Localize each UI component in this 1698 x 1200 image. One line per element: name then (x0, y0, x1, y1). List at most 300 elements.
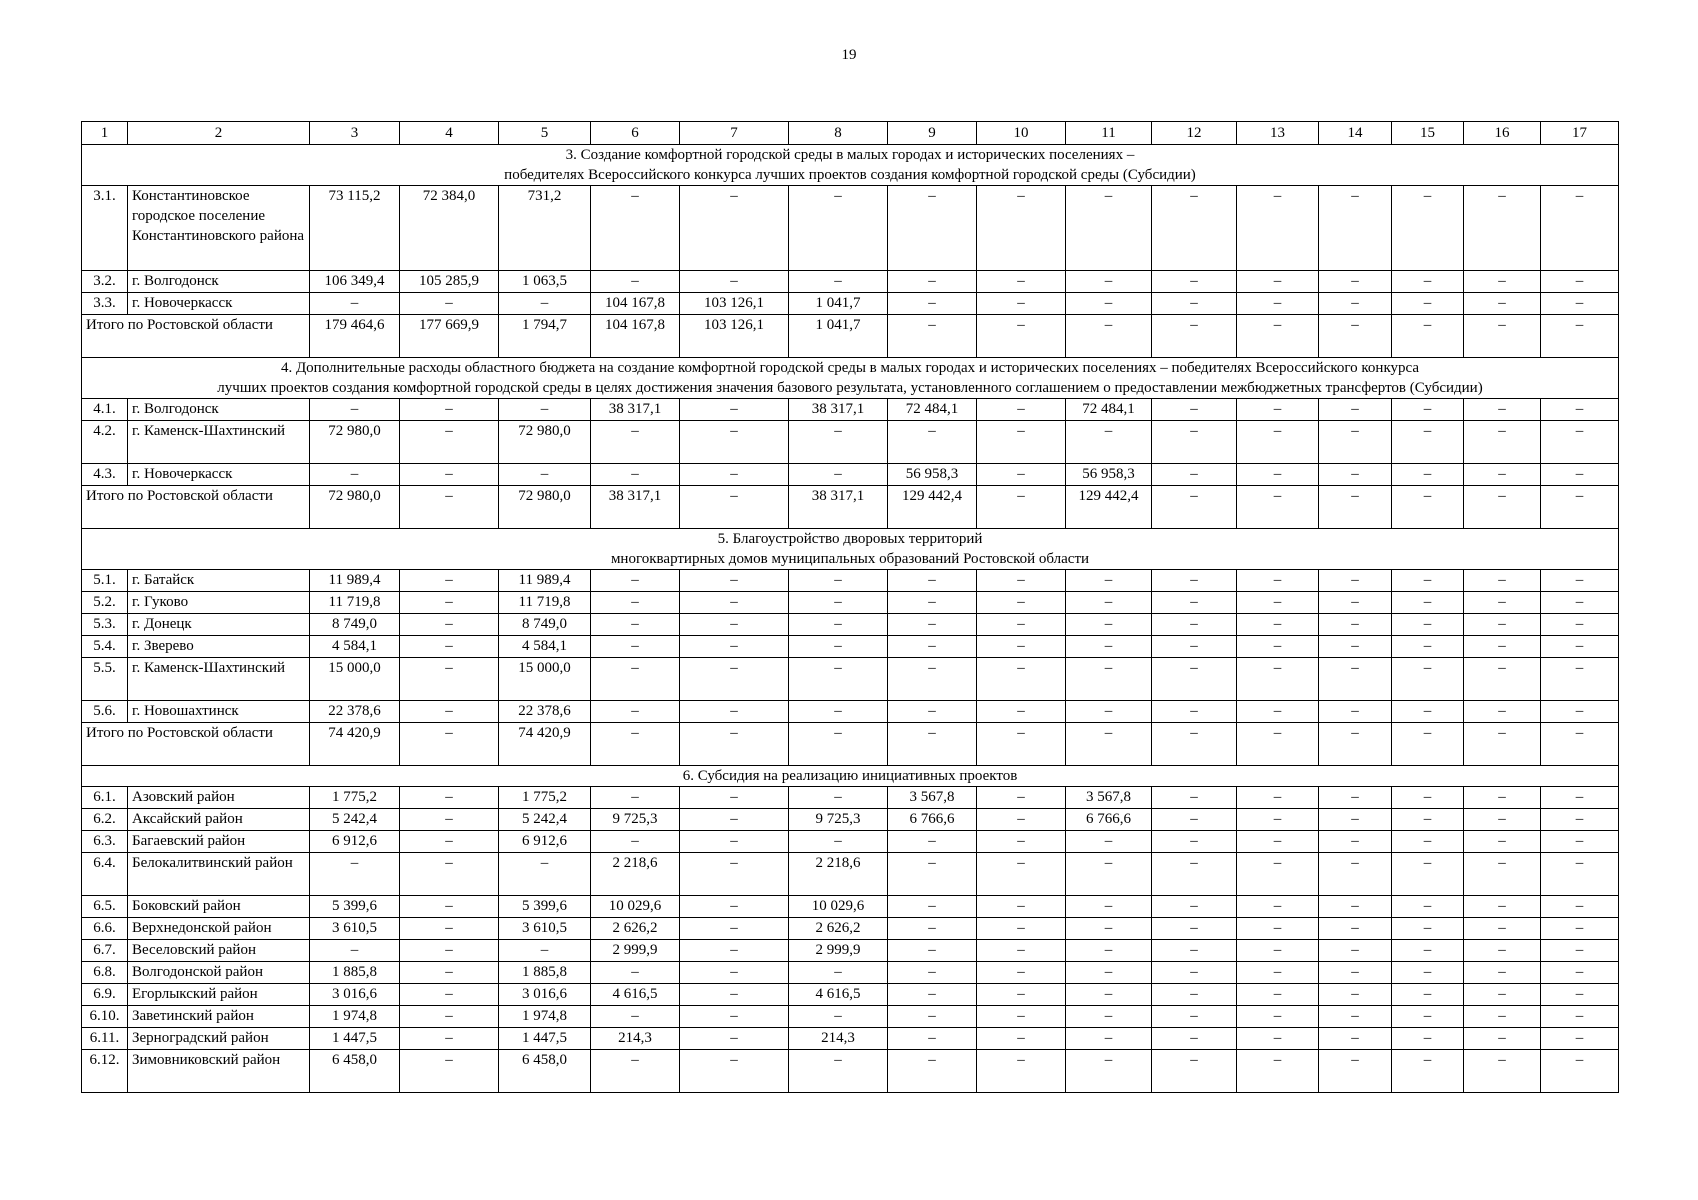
value-cell: – (1319, 962, 1392, 984)
value-cell: – (499, 940, 591, 962)
value-cell: – (1392, 399, 1464, 421)
value-cell: – (591, 962, 680, 984)
table-row (82, 1028, 1619, 1050)
value-cell: – (1392, 984, 1464, 1006)
value-cell: – (1541, 293, 1619, 315)
value-cell: 2 626,2 (591, 918, 680, 940)
value-cell: – (1392, 1006, 1464, 1028)
value-cell: 4 616,5 (789, 984, 888, 1006)
row-name: Зерноградский район (128, 1028, 310, 1050)
value-cell: – (400, 399, 499, 421)
value-cell: 104 167,8 (591, 293, 680, 315)
value-cell: – (977, 614, 1066, 636)
row-number: 6.4. (82, 853, 128, 896)
row-number: 6.8. (82, 962, 128, 984)
total-value-cell: – (888, 723, 977, 766)
row-name: Белокалитвинский район (128, 853, 310, 896)
value-cell: – (1541, 658, 1619, 701)
value-cell: – (1066, 962, 1152, 984)
table-row (82, 940, 1619, 962)
total-row (82, 486, 1619, 529)
value-cell: 22 378,6 (499, 701, 591, 723)
row-name: Веселовский район (128, 940, 310, 962)
value-cell: – (1237, 636, 1319, 658)
row-number: 3.2. (82, 271, 128, 293)
value-cell: – (789, 1050, 888, 1093)
value-cell: – (789, 421, 888, 464)
value-cell: – (1152, 592, 1237, 614)
row-name: г. Новошахтинск (128, 701, 310, 723)
row-number: 5.1. (82, 570, 128, 592)
value-cell: – (1392, 1028, 1464, 1050)
value-cell: – (1319, 918, 1392, 940)
value-cell: – (1237, 984, 1319, 1006)
value-cell: – (591, 658, 680, 701)
value-cell: 1 447,5 (310, 1028, 400, 1050)
value-cell: – (680, 614, 789, 636)
value-cell: – (1152, 1028, 1237, 1050)
value-cell: – (1066, 421, 1152, 464)
row-number: 3.3. (82, 293, 128, 315)
value-cell: 6 766,6 (888, 809, 977, 831)
value-cell: – (591, 614, 680, 636)
value-cell: – (977, 962, 1066, 984)
table-row (82, 421, 1619, 464)
value-cell: – (1152, 984, 1237, 1006)
value-cell: 38 317,1 (789, 399, 888, 421)
value-cell: 1 885,8 (310, 962, 400, 984)
value-cell: – (1237, 293, 1319, 315)
value-cell: – (591, 592, 680, 614)
value-cell: 1 775,2 (499, 787, 591, 809)
value-cell: – (1152, 570, 1237, 592)
value-cell: – (1541, 787, 1619, 809)
value-cell: – (680, 399, 789, 421)
table-row (82, 592, 1619, 614)
value-cell: – (789, 658, 888, 701)
value-cell: – (680, 271, 789, 293)
value-cell: 5 399,6 (310, 896, 400, 918)
value-cell: – (1237, 962, 1319, 984)
value-cell: – (1237, 918, 1319, 940)
value-cell: – (1464, 271, 1541, 293)
row-name: г. Донецк (128, 614, 310, 636)
value-cell: – (1319, 853, 1392, 896)
total-value-cell: – (1464, 315, 1541, 358)
value-cell: – (1392, 592, 1464, 614)
section-title-line: 5. Благоустройство дворовых территорий (717, 531, 983, 547)
value-cell: – (1237, 809, 1319, 831)
value-cell: – (1237, 570, 1319, 592)
value-cell: 3 610,5 (310, 918, 400, 940)
table-row (82, 1050, 1619, 1093)
value-cell: – (1319, 787, 1392, 809)
table-header (82, 122, 1619, 145)
value-cell: – (310, 399, 400, 421)
section-title-line: победителях Всероссийского конкурса лучших проектов создания комфортной городской среды (Субсидии) (504, 167, 1196, 183)
value-cell: – (1319, 809, 1392, 831)
value-cell: – (591, 186, 680, 271)
total-value-cell: – (1319, 723, 1392, 766)
value-cell: – (1152, 636, 1237, 658)
value-cell: – (680, 918, 789, 940)
total-value-cell: – (1541, 486, 1619, 529)
value-cell: – (1541, 1028, 1619, 1050)
total-value-cell: – (1392, 315, 1464, 358)
value-cell: – (789, 701, 888, 723)
value-cell: 9 725,3 (789, 809, 888, 831)
row-name: г. Волгодонск (128, 271, 310, 293)
header-cell: 13 (1237, 122, 1319, 145)
value-cell: – (1152, 896, 1237, 918)
table-row (82, 658, 1619, 701)
table-row (82, 293, 1619, 315)
table-row (82, 896, 1619, 918)
table-row (82, 271, 1619, 293)
total-value-cell: – (680, 723, 789, 766)
total-value-cell: – (1237, 315, 1319, 358)
value-cell: – (1066, 984, 1152, 1006)
value-cell: – (1319, 592, 1392, 614)
value-cell: – (680, 896, 789, 918)
value-cell: – (1152, 962, 1237, 984)
total-value-cell: – (1066, 723, 1152, 766)
value-cell: – (400, 809, 499, 831)
value-cell: – (1066, 186, 1152, 271)
value-cell: – (1152, 940, 1237, 962)
value-cell: – (789, 962, 888, 984)
section-title-row (82, 358, 1619, 399)
value-cell: – (1464, 1050, 1541, 1093)
value-cell: – (888, 918, 977, 940)
total-value-cell: – (977, 723, 1066, 766)
value-cell: – (1319, 614, 1392, 636)
header-cell: 12 (1152, 122, 1237, 145)
page-number: 19 (841, 47, 857, 63)
value-cell: – (1464, 787, 1541, 809)
value-cell: – (1464, 809, 1541, 831)
value-cell: – (1237, 186, 1319, 271)
value-cell: – (1464, 421, 1541, 464)
value-cell: – (1152, 186, 1237, 271)
value-cell: 3 610,5 (499, 918, 591, 940)
value-cell: – (310, 940, 400, 962)
total-value-cell: – (1152, 486, 1237, 529)
value-cell: 1 063,5 (499, 271, 591, 293)
value-cell: – (1319, 984, 1392, 1006)
row-number: 6.5. (82, 896, 128, 918)
total-value-cell: – (1464, 723, 1541, 766)
value-cell: – (499, 399, 591, 421)
value-cell: 6 458,0 (499, 1050, 591, 1093)
row-name: г. Каменск-Шахтинский (128, 658, 310, 701)
value-cell: 214,3 (789, 1028, 888, 1050)
total-row (82, 723, 1619, 766)
value-cell: – (1066, 658, 1152, 701)
value-cell: – (888, 962, 977, 984)
value-cell: – (499, 853, 591, 896)
row-number: 6.9. (82, 984, 128, 1006)
row-number: 5.3. (82, 614, 128, 636)
value-cell: – (1152, 918, 1237, 940)
header-cell: 9 (888, 122, 977, 145)
row-name: Багаевский район (128, 831, 310, 853)
value-cell: – (1392, 940, 1464, 962)
total-value-cell: 38 317,1 (591, 486, 680, 529)
table-row (82, 809, 1619, 831)
value-cell: – (1541, 918, 1619, 940)
value-cell: 22 378,6 (310, 701, 400, 723)
total-value-cell: – (1237, 486, 1319, 529)
value-cell: 73 115,2 (310, 186, 400, 271)
value-cell: – (977, 918, 1066, 940)
value-cell: 38 317,1 (591, 399, 680, 421)
value-cell: – (400, 1050, 499, 1093)
value-cell: – (1541, 186, 1619, 271)
value-cell: – (1237, 940, 1319, 962)
value-cell: 106 349,4 (310, 271, 400, 293)
row-number: 3.1. (82, 186, 128, 271)
value-cell: – (1237, 701, 1319, 723)
row-name: г. Каменск-Шахтинский (128, 421, 310, 464)
value-cell: – (1392, 787, 1464, 809)
value-cell: – (680, 787, 789, 809)
value-cell: – (977, 271, 1066, 293)
value-cell: – (1319, 940, 1392, 962)
section-title (82, 529, 1619, 570)
total-value-cell: 129 442,4 (1066, 486, 1152, 529)
total-label: Итого по Ростовской области (82, 723, 310, 766)
value-cell: – (1319, 570, 1392, 592)
table-row (82, 853, 1619, 896)
value-cell: 1 041,7 (789, 293, 888, 315)
value-cell: – (1392, 962, 1464, 984)
value-cell: – (680, 701, 789, 723)
value-cell: – (1392, 421, 1464, 464)
value-cell: – (1541, 896, 1619, 918)
section-title-line: 3. Создание комфортной городской среды в малых городах и исторических поселениях – (565, 147, 1135, 163)
total-value-cell: 72 980,0 (310, 486, 400, 529)
section-title-row (82, 145, 1619, 186)
header-cell: 15 (1392, 122, 1464, 145)
value-cell: 72 484,1 (888, 399, 977, 421)
value-cell: – (591, 701, 680, 723)
value-cell: – (1541, 962, 1619, 984)
value-cell: – (1152, 658, 1237, 701)
value-cell: – (1464, 918, 1541, 940)
value-cell: – (1392, 918, 1464, 940)
value-cell: – (680, 1028, 789, 1050)
value-cell: – (789, 1006, 888, 1028)
value-cell: 2 626,2 (789, 918, 888, 940)
value-cell: – (400, 1006, 499, 1028)
total-value-cell: – (1464, 486, 1541, 529)
value-cell: – (1319, 896, 1392, 918)
value-cell: – (1152, 614, 1237, 636)
total-value-cell: 129 442,4 (888, 486, 977, 529)
value-cell: – (1464, 1028, 1541, 1050)
value-cell: 56 958,3 (888, 464, 977, 486)
row-name: Егорлыкский район (128, 984, 310, 1006)
header-cell: 17 (1541, 122, 1619, 145)
value-cell: – (1319, 831, 1392, 853)
value-cell: 1 447,5 (499, 1028, 591, 1050)
total-value-cell: – (1237, 723, 1319, 766)
value-cell: – (888, 570, 977, 592)
value-cell: 6 912,6 (499, 831, 591, 853)
value-cell: – (977, 1028, 1066, 1050)
table-row (82, 831, 1619, 853)
value-cell: – (680, 464, 789, 486)
value-cell: – (1392, 831, 1464, 853)
value-cell: – (977, 701, 1066, 723)
value-cell: – (977, 293, 1066, 315)
value-cell: – (591, 464, 680, 486)
value-cell: – (400, 1028, 499, 1050)
row-number: 6.12. (82, 1050, 128, 1093)
value-cell: – (1464, 984, 1541, 1006)
value-cell: – (680, 186, 789, 271)
row-name: Заветинский район (128, 1006, 310, 1028)
value-cell: – (1237, 592, 1319, 614)
value-cell: – (977, 1006, 1066, 1028)
value-cell: – (1237, 464, 1319, 486)
section-title-line: 6. Субсидия на реализацию инициативных проектов (682, 768, 1018, 784)
value-cell: – (400, 658, 499, 701)
value-cell: – (499, 293, 591, 315)
value-cell: 72 980,0 (310, 421, 400, 464)
total-value-cell: – (789, 723, 888, 766)
value-cell: 214,3 (591, 1028, 680, 1050)
value-cell: – (1319, 636, 1392, 658)
row-number: 6.6. (82, 918, 128, 940)
value-cell: – (1541, 592, 1619, 614)
value-cell: 8 749,0 (310, 614, 400, 636)
value-cell: – (977, 464, 1066, 486)
value-cell: – (1152, 293, 1237, 315)
value-cell: – (680, 831, 789, 853)
row-number: 6.1. (82, 787, 128, 809)
value-cell: – (1237, 421, 1319, 464)
value-cell: – (591, 831, 680, 853)
value-cell: 103 126,1 (680, 293, 789, 315)
total-value-cell: – (1319, 315, 1392, 358)
value-cell: 3 016,6 (499, 984, 591, 1006)
value-cell: – (1541, 614, 1619, 636)
header-cell: 1 (82, 122, 128, 145)
value-cell: – (591, 787, 680, 809)
value-cell: – (888, 186, 977, 271)
value-cell: – (1541, 831, 1619, 853)
row-number: 4.2. (82, 421, 128, 464)
value-cell: – (977, 1050, 1066, 1093)
value-cell: – (977, 896, 1066, 918)
value-cell: 11 719,8 (310, 592, 400, 614)
value-cell: – (789, 464, 888, 486)
value-cell: – (1392, 853, 1464, 896)
value-cell: – (888, 293, 977, 315)
value-cell: – (977, 831, 1066, 853)
value-cell: – (680, 853, 789, 896)
value-cell: – (888, 271, 977, 293)
value-cell: – (1392, 701, 1464, 723)
total-value-cell: – (1066, 315, 1152, 358)
value-cell: 4 584,1 (310, 636, 400, 658)
value-cell: – (1319, 399, 1392, 421)
value-cell: – (680, 940, 789, 962)
value-cell: – (1392, 293, 1464, 315)
value-cell: 5 242,4 (499, 809, 591, 831)
total-value-cell: 103 126,1 (680, 315, 789, 358)
value-cell: – (888, 896, 977, 918)
section-title-line: многоквартирных домов муниципальных образований Ростовской области (610, 551, 1090, 567)
header-cell: 7 (680, 122, 789, 145)
value-cell: – (1392, 636, 1464, 658)
row-name: Верхнедонской район (128, 918, 310, 940)
value-cell: – (1152, 464, 1237, 486)
total-value-cell: – (977, 486, 1066, 529)
value-cell: 15 000,0 (499, 658, 591, 701)
value-cell: – (1464, 658, 1541, 701)
value-cell: – (1319, 701, 1392, 723)
value-cell: – (1319, 186, 1392, 271)
value-cell: – (1152, 831, 1237, 853)
value-cell: 8 749,0 (499, 614, 591, 636)
value-cell: 9 725,3 (591, 809, 680, 831)
value-cell: 5 399,6 (499, 896, 591, 918)
value-cell: – (1237, 787, 1319, 809)
total-value-cell: 179 464,6 (310, 315, 400, 358)
value-cell: – (977, 570, 1066, 592)
value-cell: – (400, 896, 499, 918)
section-title-row (82, 766, 1619, 787)
value-cell: – (1237, 1050, 1319, 1093)
value-cell: – (1541, 636, 1619, 658)
value-cell: – (1066, 636, 1152, 658)
row-name: г. Зверево (128, 636, 310, 658)
row-name: Аксайский район (128, 809, 310, 831)
value-cell: 1 974,8 (499, 1006, 591, 1028)
value-cell: – (499, 464, 591, 486)
row-name: Боковский район (128, 896, 310, 918)
value-cell: 1 974,8 (310, 1006, 400, 1028)
total-value-cell: – (591, 723, 680, 766)
header-cell: 6 (591, 122, 680, 145)
value-cell: – (1066, 701, 1152, 723)
table-row (82, 464, 1619, 486)
value-cell: – (888, 421, 977, 464)
value-cell: – (1464, 853, 1541, 896)
total-value-cell: – (400, 486, 499, 529)
section-title (82, 766, 1619, 787)
value-cell: – (1319, 1028, 1392, 1050)
value-cell: – (1066, 614, 1152, 636)
value-cell: – (1319, 293, 1392, 315)
total-value-cell: 72 980,0 (499, 486, 591, 529)
value-cell: 1 775,2 (310, 787, 400, 809)
value-cell: – (888, 1006, 977, 1028)
value-cell: – (1464, 399, 1541, 421)
total-label: Итого по Ростовской области (82, 486, 310, 529)
table-row (82, 984, 1619, 1006)
value-cell: – (1066, 831, 1152, 853)
header-cell: 5 (499, 122, 591, 145)
value-cell: – (789, 614, 888, 636)
value-cell: – (1392, 896, 1464, 918)
value-cell: – (400, 614, 499, 636)
value-cell: – (1392, 809, 1464, 831)
total-value-cell: 1 041,7 (789, 315, 888, 358)
